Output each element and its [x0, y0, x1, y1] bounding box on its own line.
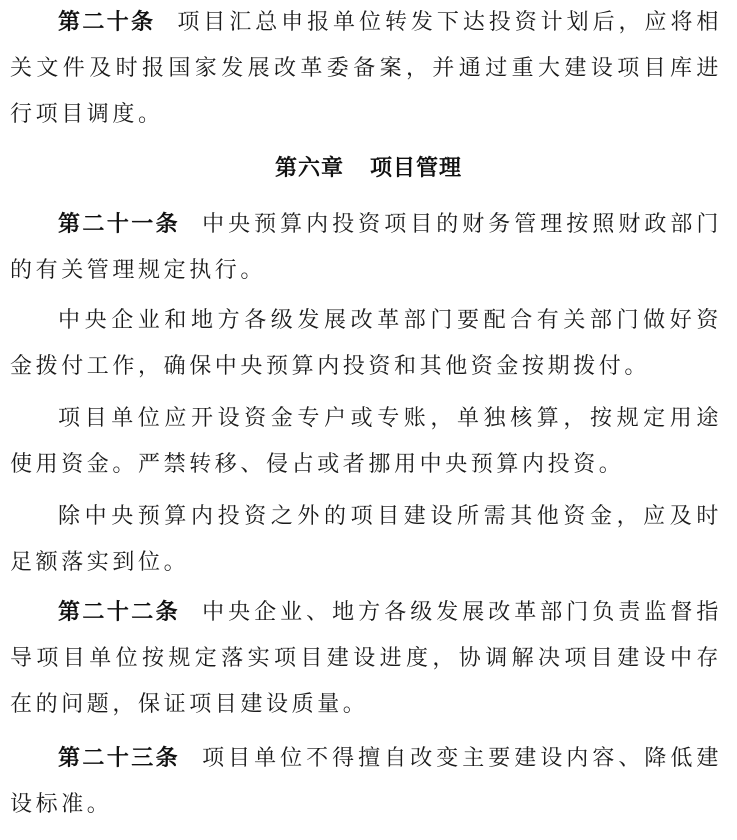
article-21 [10, 202, 722, 294]
article-23-text: 项目单位不得擅自改变主要建设内容、降低建设标准。 [10, 746, 722, 817]
article-20-number: 第二十条 [58, 10, 156, 35]
chapter-number: 第六章 [274, 156, 344, 181]
paragraph-21-3: 项目单位应开设资金专户或专账，单独核算，按规定用途使用资金。严禁转移、侵占或者挪用中央预算内投资。 [10, 406, 722, 477]
article-22-number: 第二十二条 [58, 600, 181, 625]
article-20 [10, 0, 722, 138]
article-22 [10, 590, 722, 728]
chapter-heading [0, 146, 737, 192]
article-21-text: 中央预算内投资项目的财务管理按照财政部门的有关管理规定执行。 [10, 212, 722, 283]
article-23-number: 第二十三条 [58, 746, 181, 771]
chapter-title: 项目管理 [370, 156, 463, 181]
article-23 [10, 736, 722, 828]
paragraph-21-2: 中央企业和地方各级发展改革部门要配合有关部门做好资金拨付工作，确保中央预算内投资和其他资金按期拨付。 [10, 308, 722, 379]
article-21-number: 第二十一条 [58, 212, 181, 237]
article-22-text: 中央企业、地方各级发展改革部门负责监督指导项目单位按规定落实项目建设进度，协调解决项目建设中存在的问题，保证项目建设质量。 [10, 600, 722, 717]
paragraph-21-4: 除中央预算内投资之外的项目建设所需其他资金，应及时足额落实到位。 [10, 504, 722, 575]
article-20-text: 项目汇总申报单位转发下达投资计划后，应将相关文件及时报国家发展改革委备案，并通过重大建设项目库进行项目调度。 [10, 10, 722, 127]
